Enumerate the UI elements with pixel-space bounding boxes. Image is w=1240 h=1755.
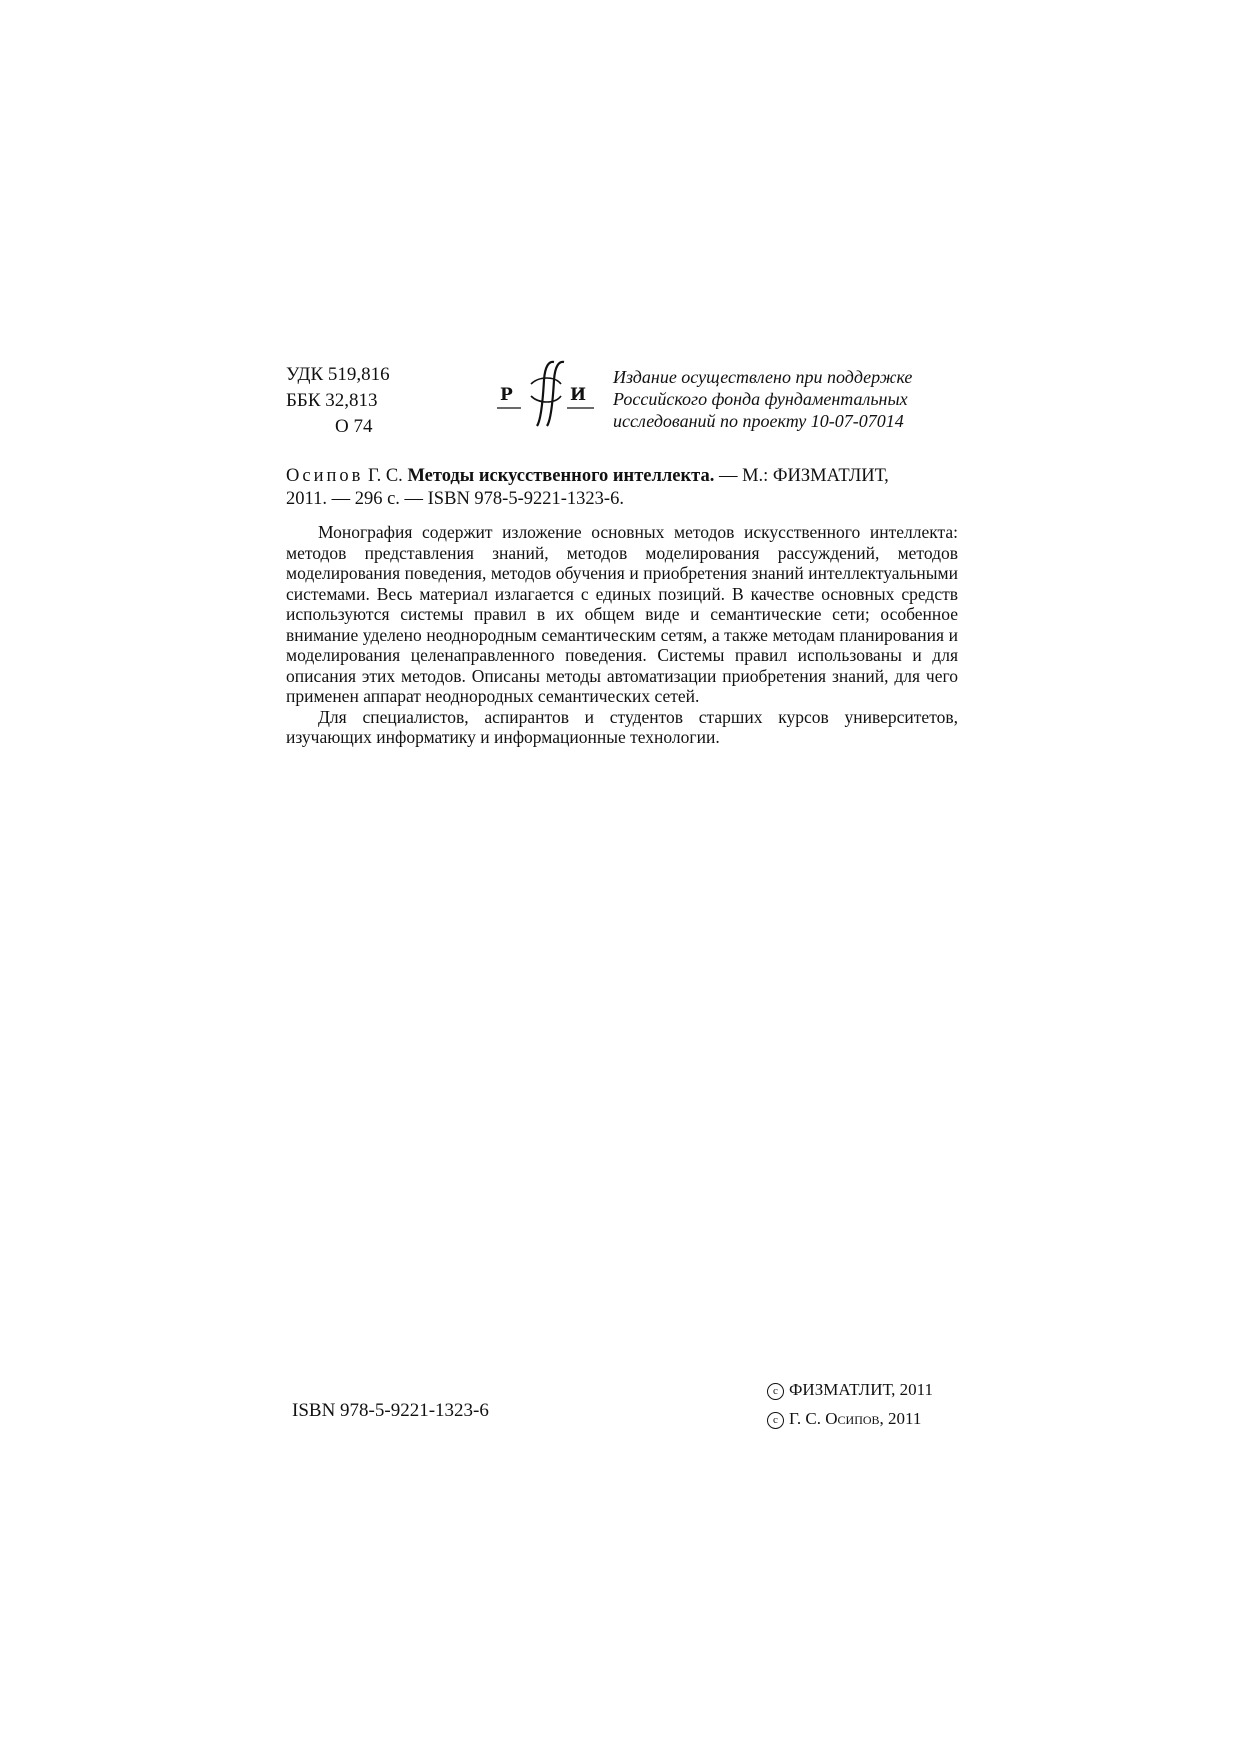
citation-title: Методы искусственного интеллекта. — [407, 466, 715, 486]
copyright-block — [767, 1375, 933, 1433]
udk-code: УДК 519,816 — [286, 364, 390, 385]
abstract-paragraph: Для специалистов, аспирантов и студентов старших курсов университетов, изучающих информатику и информационные технологии. — [286, 706, 958, 747]
citation-initials: Г. С. — [367, 466, 403, 486]
logo-letter-r: Р — [500, 385, 513, 405]
rffi-logo-icon — [497, 358, 601, 428]
isbn: ISBN 978-5-9221-1323-6 — [292, 1400, 489, 1421]
copyright-icon: c — [767, 1383, 784, 1400]
grant-line: исследований по проекту 10-07-07014 — [613, 411, 904, 431]
abstract-paragraph: Монография содержит изложение основных методов искусственного интеллекта: методов представления знаний, методов моделирования рассуждений, методов моделирования поведения, методов обучения и приобретения знаний интеллектуальными системами. Весь материал излагается с единых позиций. В качестве основных средств используются системы правил в их общем виде и семантические сети; особенное внимание уделено неоднородным семантическим сетям, а также методам планирования и моделирования целенаправленного поведения. Системы правил использованы и для описания этих методов. Описаны методы автоматизации приобретения знаний, для чего применен аппарат неоднородных семантических сетей. — [286, 522, 958, 706]
author-mark: О 74 — [335, 416, 373, 437]
copyright-line — [767, 1404, 933, 1433]
grant-line: Российского фонда фундаментальных — [613, 389, 908, 409]
abstract — [286, 522, 958, 748]
citation-publisher: — М.: ФИЗМАТЛИТ, — [718, 466, 889, 486]
bbk-code: ББК 32,813 — [286, 390, 378, 411]
copyright-holder: Г. С. Осипов, 2011 — [789, 1409, 922, 1428]
citation-author: Осипов — [286, 466, 364, 486]
logo-letter-i: И — [570, 385, 587, 405]
copyright-holder: ФИЗМАТЛИТ, 2011 — [789, 1380, 934, 1399]
grant-note — [613, 366, 953, 432]
copyright-line — [767, 1375, 933, 1404]
citation-details: 2011. — 296 с. — ISBN 978-5-9221-1323-6. — [286, 489, 624, 509]
classification-block — [286, 362, 390, 440]
copyright-icon: c — [767, 1412, 784, 1429]
grant-line: Издание осуществлено при поддержке — [613, 367, 913, 387]
bibliographic-citation — [286, 465, 958, 511]
